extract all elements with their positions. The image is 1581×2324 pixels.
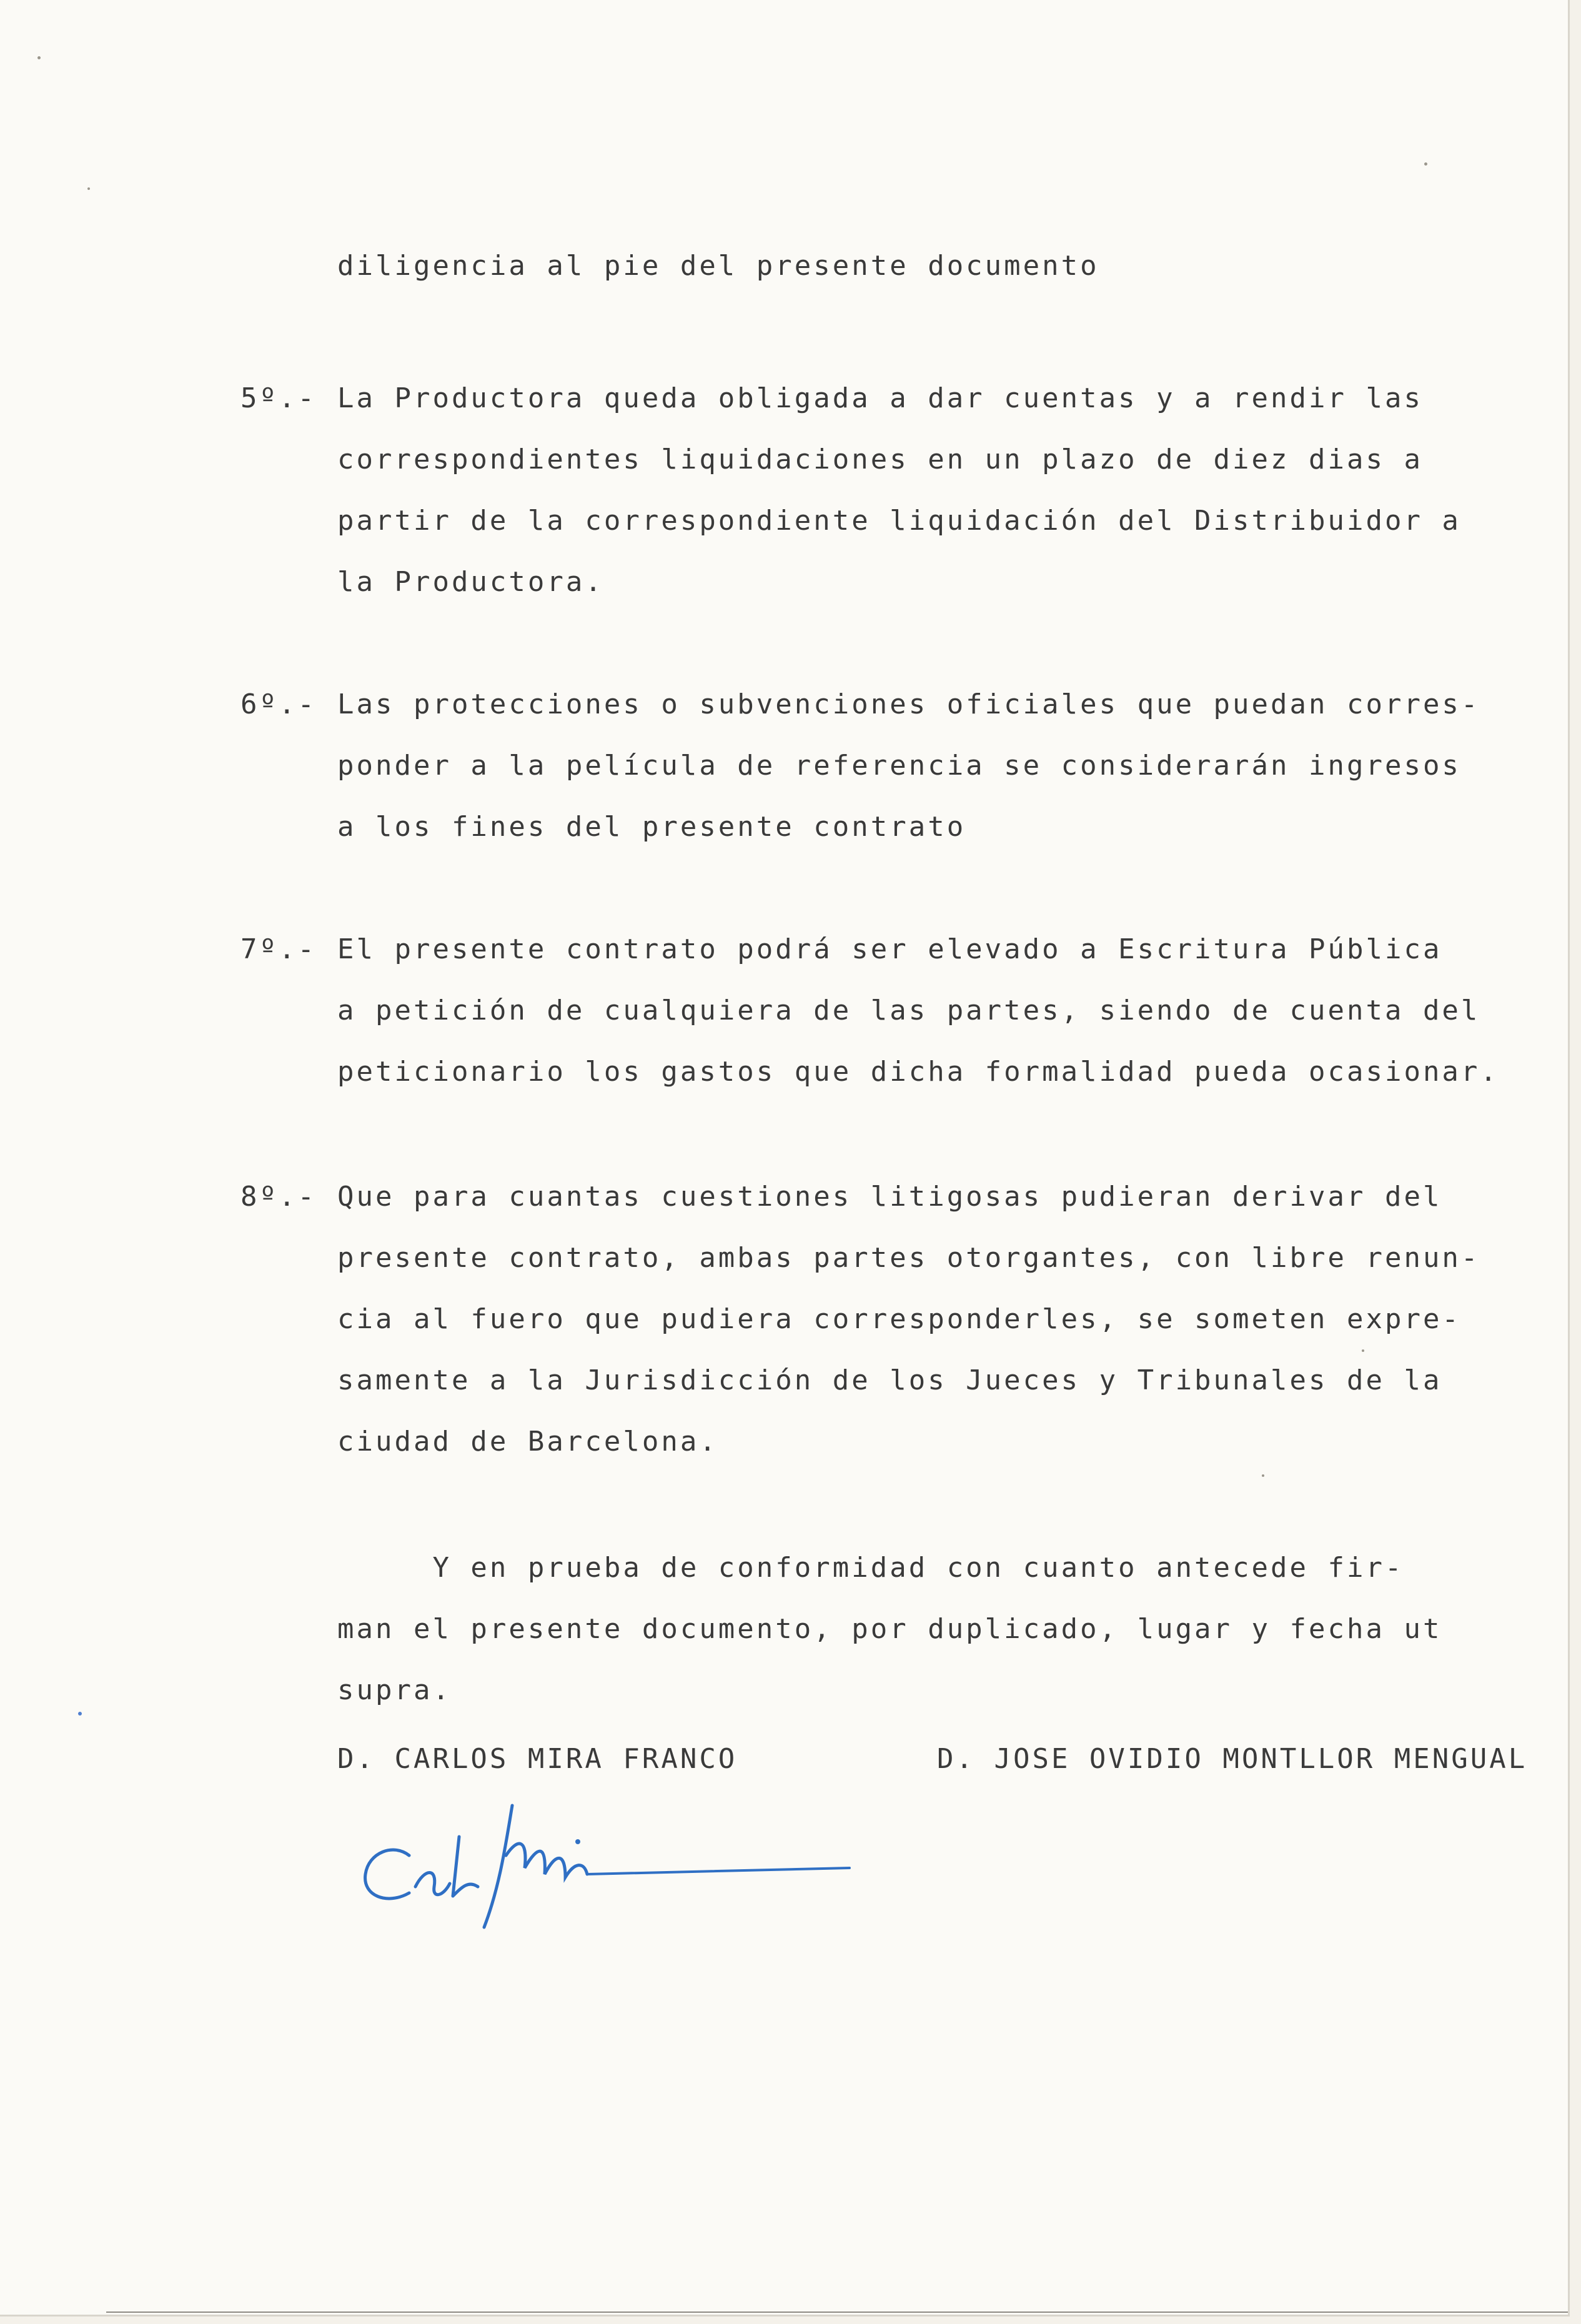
closing-line-2: man el presente documento, por duplicado, lugar y fecha ut	[337, 1613, 1442, 1645]
clause-5-number: 5º.-	[240, 382, 317, 414]
clause-6-line-2: ponder a la película de referencia se considerarán ingresos	[337, 750, 1461, 782]
closing-line-3: supra.	[337, 1674, 452, 1706]
clause-7-number: 7º.-	[240, 933, 317, 965]
clause-7-line-1: El presente contrato podrá ser elevado a Escritura Pública	[337, 933, 1442, 965]
clause-8-line-2: presente contrato, ambas partes otorgantes, con libre renun-	[337, 1242, 1480, 1274]
clause-5-line-3: partir de la correspondiente liquidación del Distribuidor a	[337, 505, 1461, 537]
scan-speck	[1424, 162, 1427, 166]
signatory-left-name: D. CARLOS MIRA FRANCO	[337, 1743, 738, 1775]
clause-7-line-3: peticionario los gastos que dicha formalidad pueda ocasionar.	[337, 1056, 1499, 1088]
clause-8-line-4: samente a la Jurisdicción de los Jueces y Tribunales de la	[337, 1364, 1442, 1396]
clause-7-line-2: a petición de cualquiera de las partes, siendo de cuenta del	[337, 995, 1480, 1026]
signatory-right-name: D. JOSE OVIDIO MONTLLOR MENGUAL	[937, 1743, 1528, 1775]
closing-line-1: Y en prueba de conformidad con cuanto antecede fir-	[337, 1552, 1404, 1584]
clause-6-line-3: a los fines del presente contrato	[337, 811, 966, 843]
clause-8-line-1: Que para cuantas cuestiones litigosas pudieran derivar del	[337, 1181, 1442, 1213]
clause-5-line-1: La Productora queda obligada a dar cuentas y a rendir las	[337, 382, 1423, 414]
scan-speck	[1362, 1349, 1364, 1352]
clause-8-number: 8º.-	[240, 1181, 317, 1213]
clause-5-line-2: correspondientes liquidaciones en un plazo de diez dias a	[337, 444, 1423, 475]
clause-6-line-1: Las protecciones o subvenciones oficiales que puedan corres-	[337, 688, 1480, 720]
page-bottom-edge	[106, 2312, 1568, 2313]
clause-8-line-3: cia al fuero que pudiera corresponderles, se someten expre-	[337, 1303, 1461, 1335]
signature-carlos-mira	[350, 1793, 862, 1930]
clause-6-number: 6º.-	[240, 688, 317, 720]
scan-speck	[1262, 1474, 1264, 1477]
clause-8-line-5: ciudad de Barcelona.	[337, 1426, 718, 1457]
scan-speck	[37, 56, 41, 59]
scan-speck	[87, 187, 90, 190]
clause-5-line-4: la Productora.	[337, 566, 604, 598]
intro-line: diligencia al pie del presente documento	[337, 250, 1099, 282]
scan-speck	[78, 1712, 82, 1716]
